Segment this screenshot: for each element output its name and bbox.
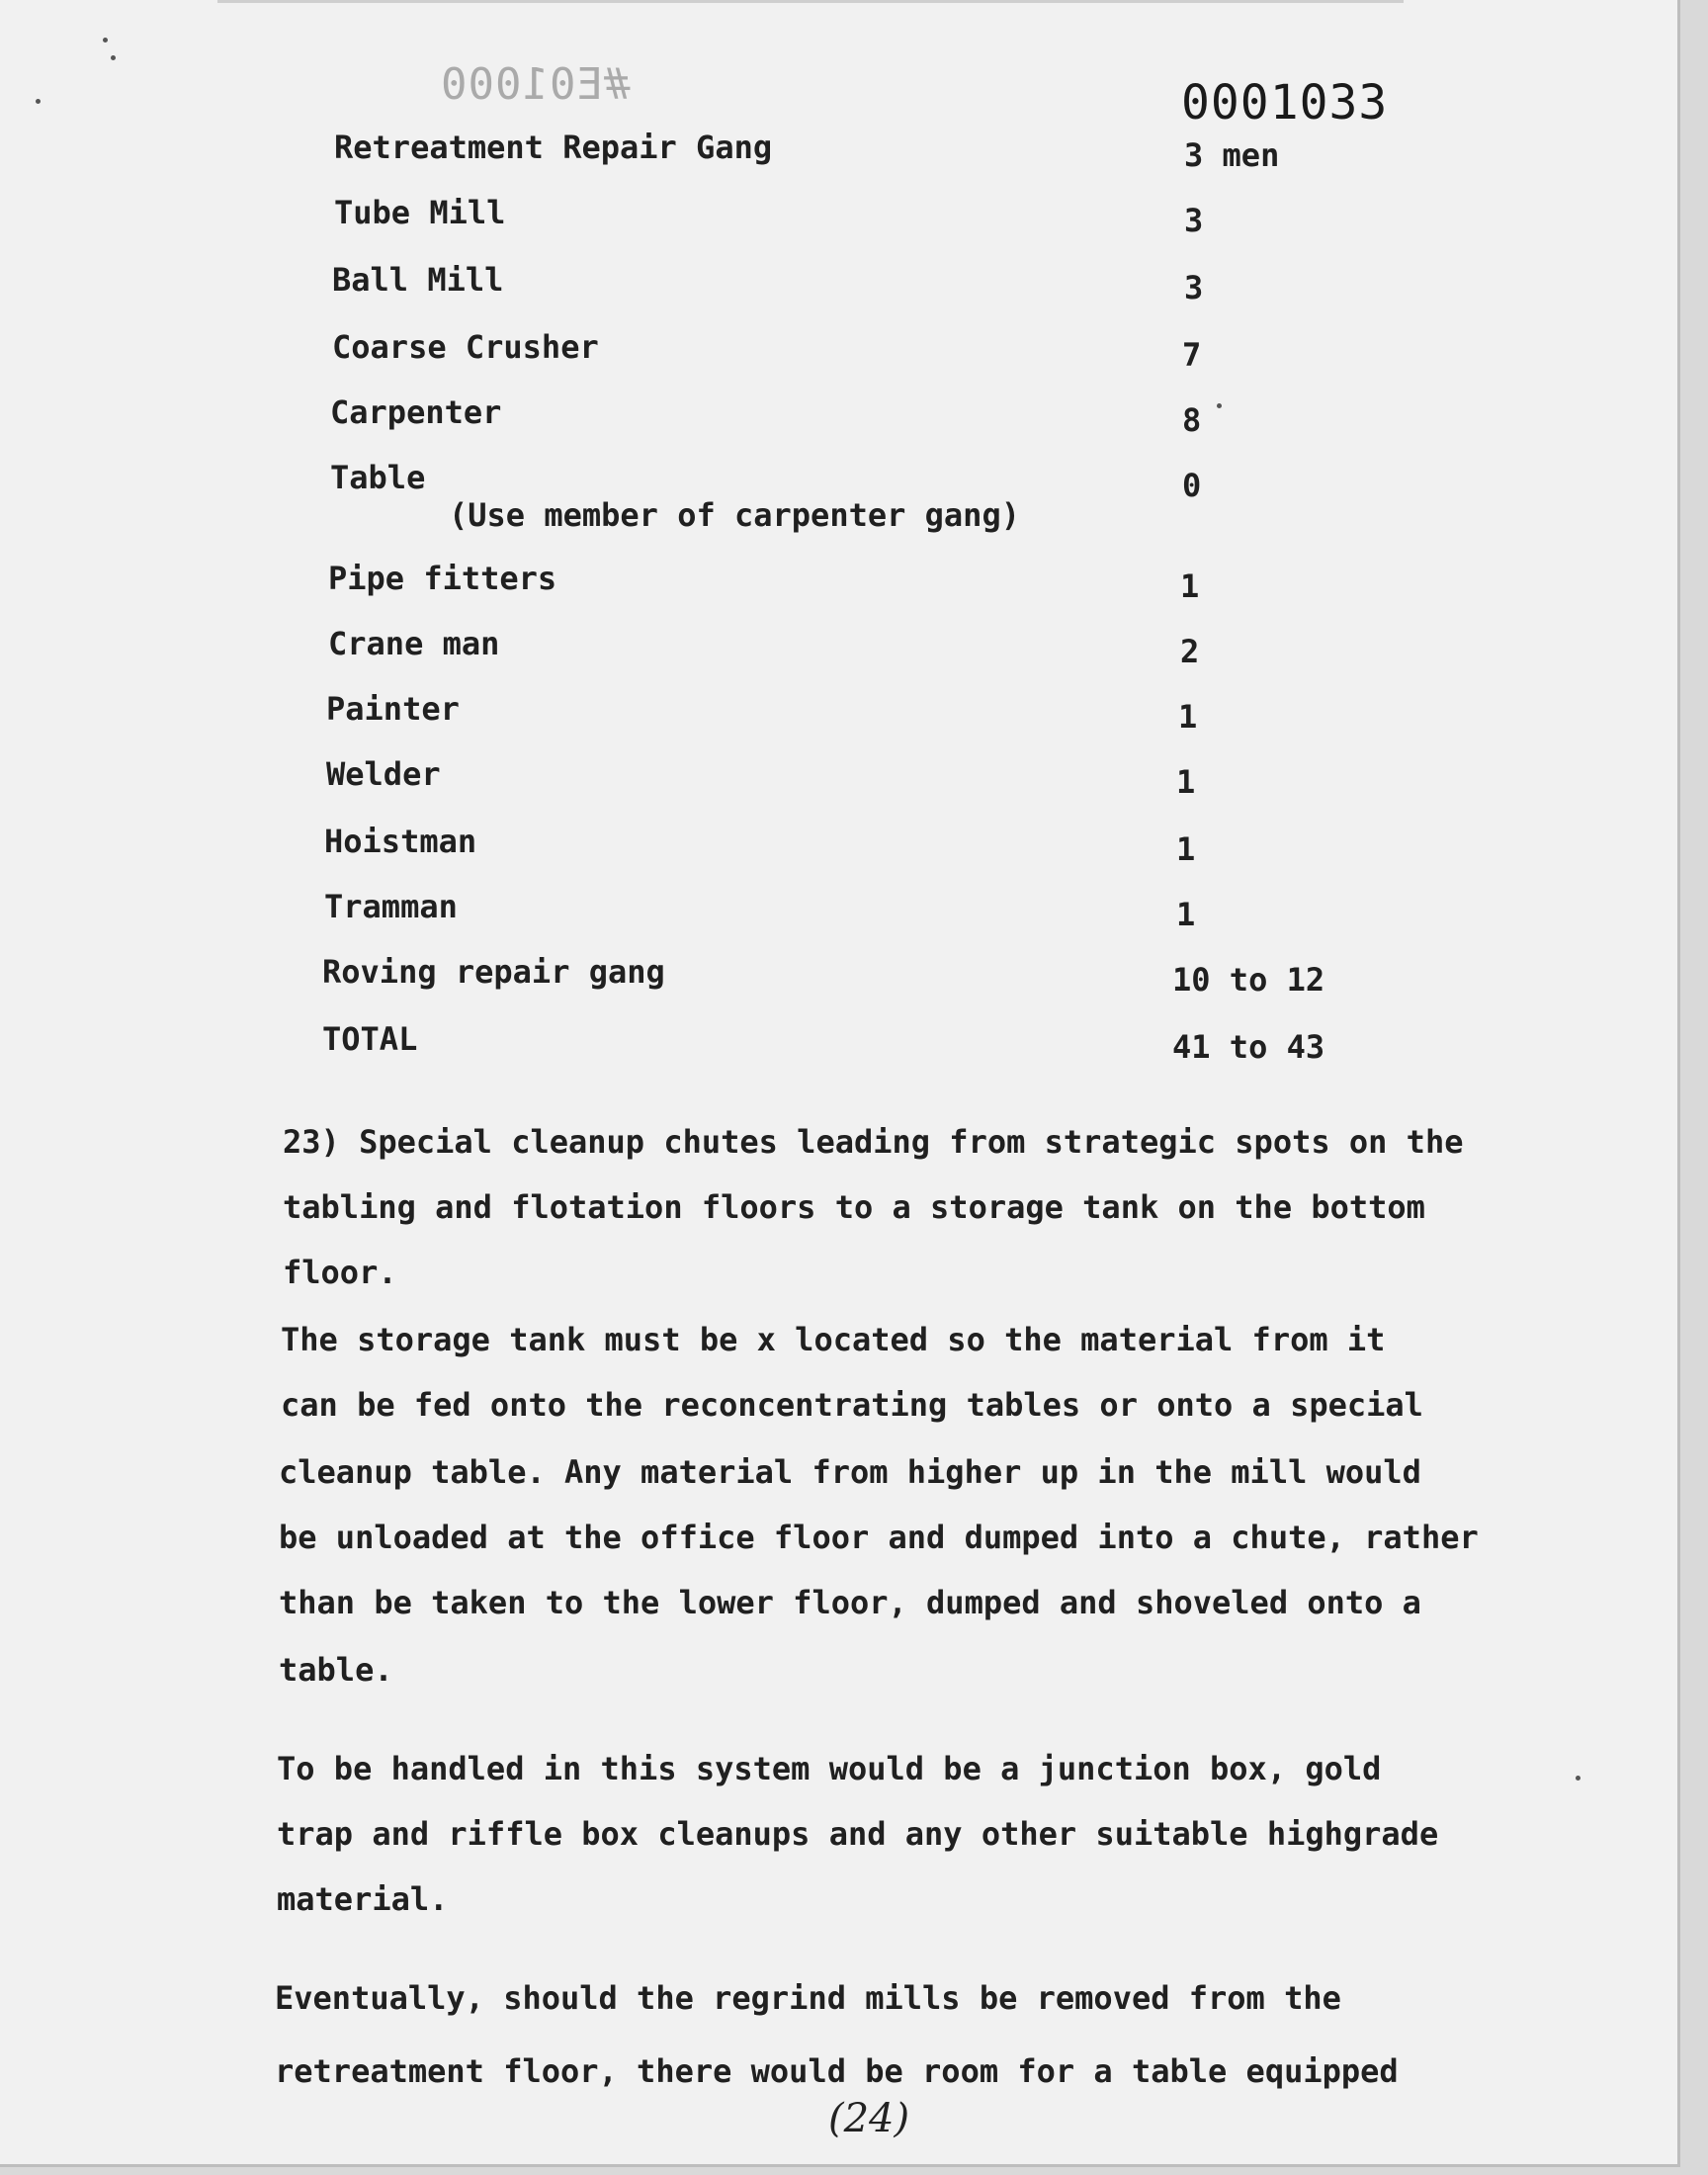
roster-row [0,393,1680,453]
roster-row [0,755,1680,815]
roster-role: Tramman [324,888,458,925]
roster-count: 10 to 12 [1172,961,1325,999]
roster-row [0,194,1680,253]
paragraph-line: Eventually, should the regrind mills be removed from the [275,1979,1341,2017]
speck [36,99,41,104]
paragraph-line: floor. [283,1254,397,1291]
roster-row [0,690,1680,749]
page-top-edge [217,0,1404,3]
roster-count: 3 men [1184,136,1280,174]
roster-role: Painter [326,690,460,728]
roster-row [0,888,1680,947]
roster-role: Pipe fitters [328,560,557,597]
paragraph-line: trap and riffle box cleanups and any other suitable highgrade [277,1815,1439,1853]
roster-role: Coarse Crusher [332,328,599,366]
roster-row [0,328,1680,388]
roster-row [0,129,1680,188]
roster-role: Hoistman [324,823,477,860]
roster-count: 7 [1182,336,1202,374]
roster-count: 3 [1184,269,1204,306]
roster-role: Carpenter [330,393,502,431]
faded-stamp: #E01000 [440,59,631,110]
roster-row [0,1020,1680,1080]
roster-count: 3 [1184,202,1204,239]
roster-count: 1 [1180,567,1200,605]
roster-role: Welder [326,755,441,793]
paragraph-line: tabling and flotation floors to a storage tank on the bottom [283,1188,1425,1226]
document-number: 0001033 [1181,75,1389,130]
paragraph-line: retreatment floor, there would be room for a table equipped [275,2052,1399,2090]
page-number: (24) [828,2096,910,2141]
paragraph-line: To be handled in this system would be a junction box, gold [277,1750,1382,1787]
roster-count: 8 [1182,401,1202,439]
roster-count: 1 [1176,763,1196,801]
roster-role: Retreatment Repair Gang [334,129,773,166]
paragraph-line: than be taken to the lower floor, dumped and shoveled onto a [279,1584,1421,1621]
paragraph-line: 23) Special cleanup chutes leading from strategic spots on the [283,1123,1464,1161]
roster-count: 1 [1176,896,1196,933]
roster-row [0,261,1680,320]
roster-row [0,823,1680,882]
roster-role: Tube Mill [334,194,506,231]
roster-count: 0 [1182,467,1202,504]
paragraph-line: table. [279,1651,393,1689]
roster-role: Roving repair gang [322,953,665,991]
roster-row [0,953,1680,1012]
roster-row [0,625,1680,684]
speck [103,38,108,43]
paragraph-line: can be fed onto the reconcentrating tables or onto a special [281,1386,1423,1424]
paragraph-line: material. [277,1880,449,1918]
roster-row [0,560,1680,619]
roster-role: Crane man [328,625,500,662]
roster-role: Table [330,459,426,496]
roster-count: 41 to 43 [1172,1028,1325,1066]
roster-role: TOTAL [322,1020,418,1058]
roster-role: Ball Mill [332,261,504,299]
paragraph-line: be unloaded at the office floor and dumped into a chute, rather [279,1519,1479,1556]
paragraph-line: cleanup table. Any material from higher up in the mill would [279,1453,1421,1491]
paragraph-line: The storage tank must be x located so the material from it [281,1321,1386,1358]
speck [1576,1776,1580,1781]
roster-count: 1 [1176,830,1196,868]
table-note: (Use member of carpenter gang) [449,496,1020,534]
roster-count: 2 [1180,633,1200,670]
roster-count: 1 [1178,698,1198,736]
speck [111,55,116,60]
